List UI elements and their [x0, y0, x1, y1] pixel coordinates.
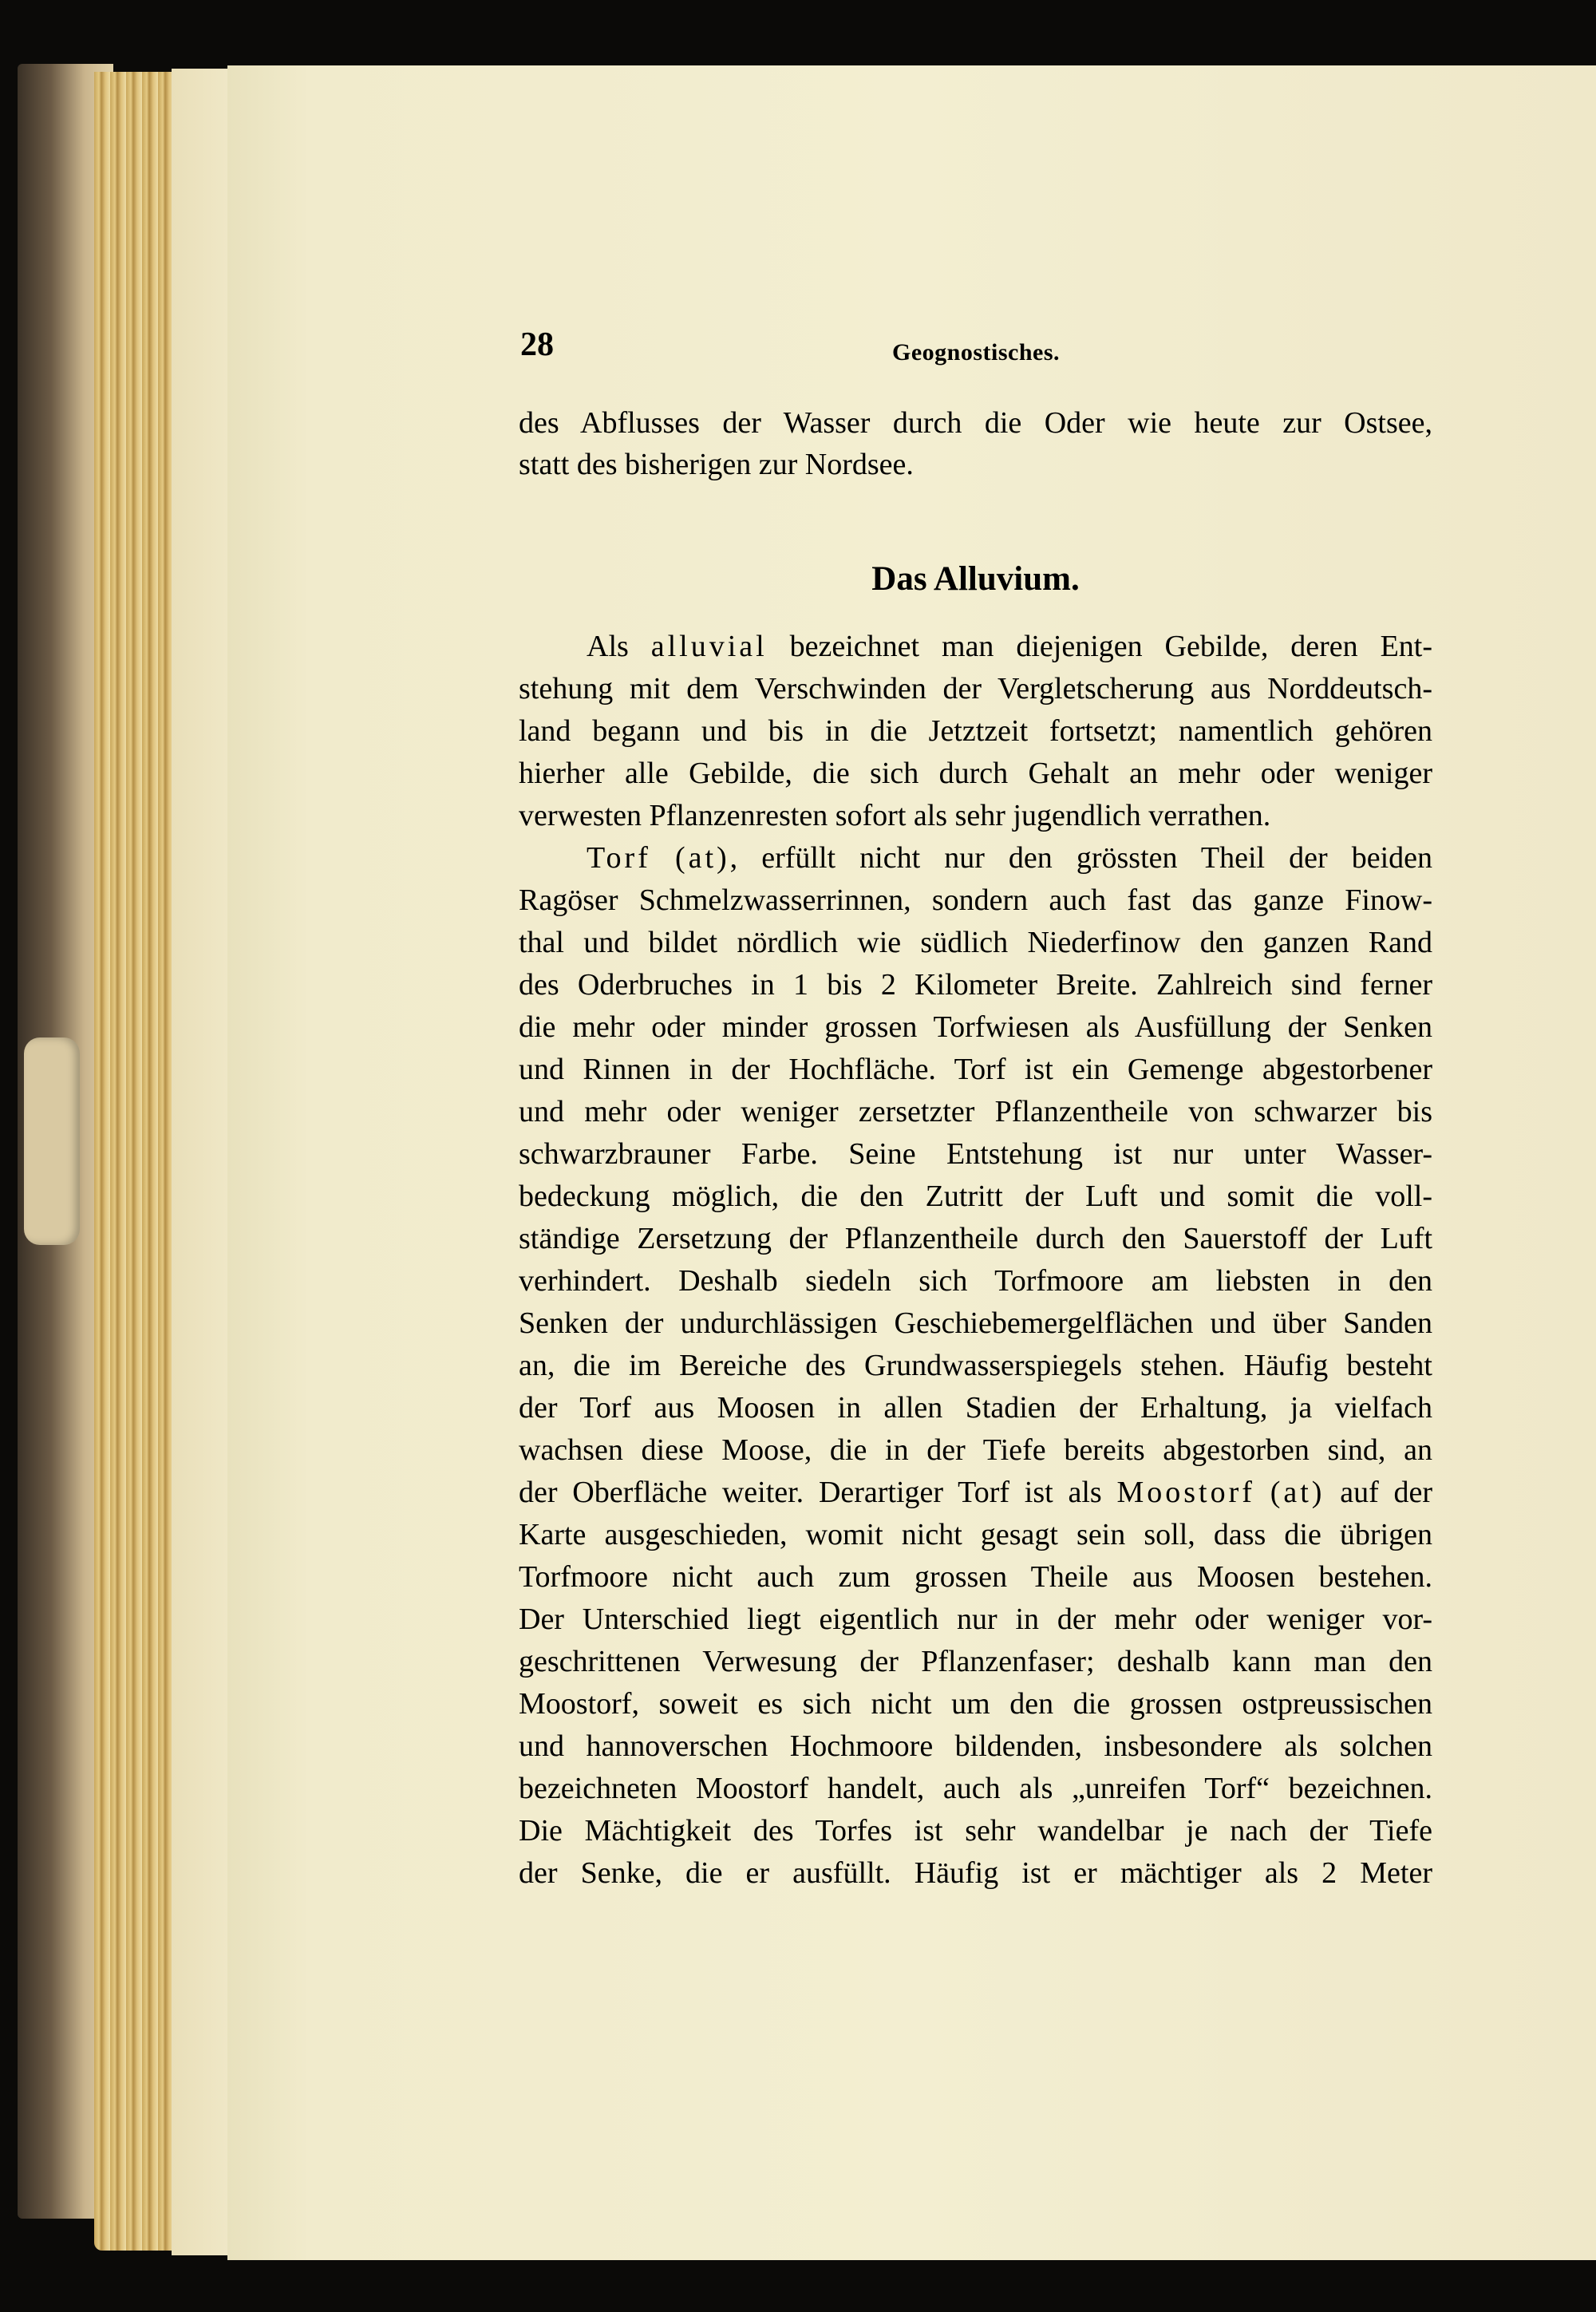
map-symbol: (at) — [1270, 1476, 1325, 1509]
text-line: des Abflusses der Wasser durch die Oder wie heute zur Ostsee, — [519, 406, 1432, 440]
text-line: verhindert. Deshalb siedeln sich Torfmoore am liebsten in den — [519, 1264, 1432, 1298]
text-line: thal und bildet nördlich wie südlich Niederfinow den ganzen Rand — [519, 926, 1432, 959]
term-alluvial: alluvial — [650, 630, 768, 663]
text-line: Karte ausgeschieden, womit nicht gesagt sein soll, dass die übrigen — [519, 1518, 1432, 1551]
text-line: bedeckung möglich, die den Zutritt der Luft und somit die voll- — [519, 1180, 1432, 1213]
text-line: bezeichneten Moostorf handelt, auch als „unreifen Torf“ bezeichnen. — [519, 1772, 1432, 1805]
text-line: Ragöser Schmelzwasserrinnen, sondern auch fast das ganze Finow- — [519, 883, 1432, 917]
running-head: Geognostisches. — [892, 339, 1060, 366]
text-line: Der Unterschied liegt eigentlich nur in der mehr oder weniger vor- — [519, 1603, 1432, 1636]
page-number: 28 — [520, 326, 554, 363]
term-torf: Torf — [587, 841, 651, 875]
paragraph-first-line — [519, 840, 1432, 875]
text-line: land begann und bis in die Jetztzeit fortsetzt; namentlich gehören — [519, 714, 1432, 748]
text-line: schwarzbrauner Farbe. Seine Entstehung ist nur unter Wasser- — [519, 1137, 1432, 1171]
line-start: der Oberfläche weiter. Derartiger Torf ist als — [519, 1476, 1102, 1509]
text-line: geschrittenen Verwesung der Pflanzenfaser; deshalb kann man den — [519, 1645, 1432, 1678]
text-line: der Senke, die er ausfüllt. Häufig ist er mächtiger als 2 Meter — [519, 1856, 1432, 1890]
text-line-moostorf — [519, 1475, 1432, 1510]
line-end: auf der — [1340, 1476, 1433, 1509]
line-rest: bezeichnet man diejenigen Gebilde, deren Ent- — [789, 630, 1433, 663]
map-symbol: (at) — [674, 841, 730, 875]
text-line: und hannoverschen Hochmoore bildenden, insbesondere als solchen — [519, 1729, 1432, 1763]
text-line: ständige Zersetzung der Pflanzentheile durch den Sauerstoff der Luft — [519, 1222, 1432, 1255]
line-rest: , erfüllt nicht nur den grössten Theil der beiden — [729, 841, 1432, 875]
text-line: der Torf aus Moosen in allen Stadien der Erhaltung, ja vielfach — [519, 1391, 1432, 1425]
text-line: des Oderbruches in 1 bis 2 Kilometer Breite. Zahlreich sind ferner — [519, 968, 1432, 1002]
text-line: an, die im Bereiche des Grundwasserspiegels stehen. Häufig besteht — [519, 1349, 1432, 1382]
text-line: Senken der undurchlässigen Geschiebemergelflächen und über Sanden — [519, 1306, 1432, 1340]
text-line: und mehr oder weniger zersetzter Pflanzentheile von schwarzer bis — [519, 1095, 1432, 1128]
text-line: Moostorf, soweit es sich nicht um den die grossen ostpreussischen — [519, 1687, 1432, 1721]
text-line: die mehr oder minder grossen Torfwiesen als Ausfüllung der Senken — [519, 1010, 1432, 1044]
text-line: hierher alle Gebilde, die sich durch Gehalt an mehr oder weniger — [519, 757, 1432, 790]
text-line: Torfmoore nicht auch zum grossen Theile aus Moosen bestehen. — [519, 1560, 1432, 1594]
text-line: wachsen diese Moose, die in der Tiefe bereits abgestorben sind, an — [519, 1433, 1432, 1467]
page-stack-inner — [172, 69, 235, 2255]
lead-word: Als — [587, 630, 629, 663]
text-line: stehung mit dem Verschwinden der Vergletscherung aus Norddeutsch- — [519, 672, 1432, 705]
term-moostorf: Moostorf — [1116, 1476, 1255, 1509]
section-heading: Das Alluvium. — [871, 560, 1080, 598]
text-line: statt des bisherigen zur Nordsee. — [519, 448, 914, 481]
paragraph-first-line — [519, 629, 1432, 664]
text-line: Die Mächtigkeit des Torfes ist sehr wandelbar je nach der Tiefe — [519, 1814, 1432, 1848]
text-line: und Rinnen in der Hochfläche. Torf ist ein Gemenge abgestorbener — [519, 1053, 1432, 1086]
torn-page-edge — [24, 1037, 80, 1245]
text-line: verwesten Pflanzenresten sofort als sehr jugendlich verrathen. — [519, 799, 1271, 832]
